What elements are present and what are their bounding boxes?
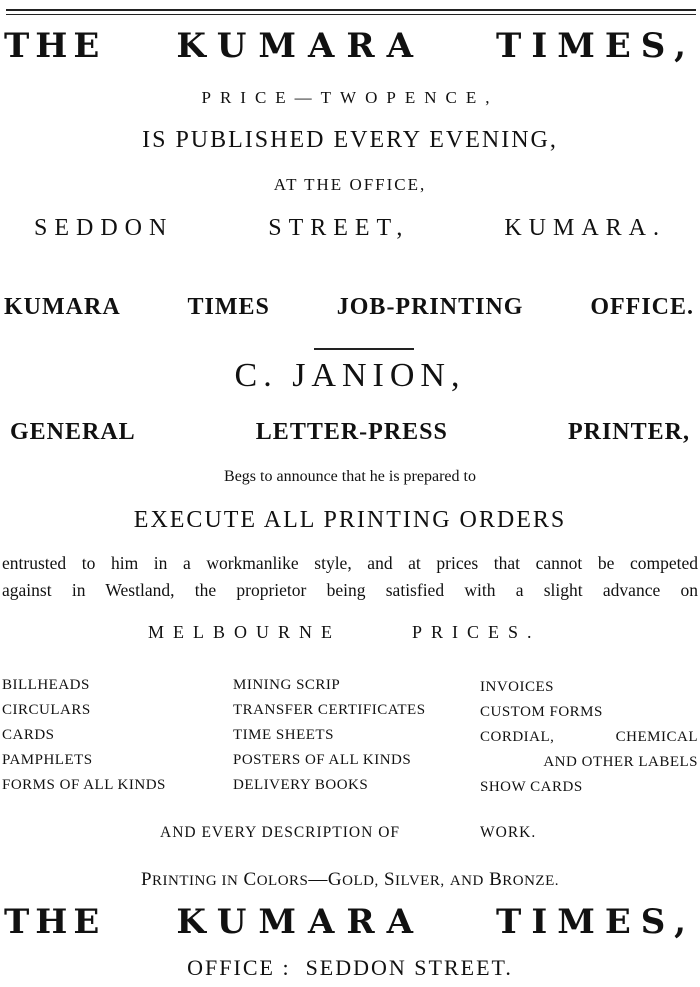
job-office-heading [0, 294, 700, 321]
colors-b: B [489, 869, 503, 890]
colors-p: P [140, 869, 153, 890]
short-rule [314, 348, 414, 350]
list-item: TRANSFER CERTIFICATES [233, 702, 426, 718]
footer-the: THE [4, 902, 106, 942]
list-item: DELIVERY BOOKS [233, 777, 369, 793]
melbourne-word: MELBOURNE [148, 622, 341, 642]
list-item: AND OTHER LABELS [543, 754, 698, 770]
trade-printer: PRINTER, [567, 419, 690, 445]
footer-times: TIMES, [496, 902, 696, 942]
street-street: STREET, [268, 215, 410, 241]
colors-olors: OLORS [256, 873, 309, 889]
body-line-2: against in Westland, the proprietor being satisfied with a slight advance on [2, 580, 698, 600]
footer-kumara: KUMARA [176, 902, 426, 942]
every-lead: AND EVERY DESCRIPTION OF [160, 824, 401, 841]
colors-g: G [327, 869, 343, 890]
list-item: PAMPHLETS [2, 752, 93, 768]
job-office: OFFICE. [590, 294, 694, 320]
body-line-1: entrusted to him in a workmanlike style, and at prices that cannot be competed [2, 553, 698, 573]
office-street-line: OFFICE : SEDDON STREET. [187, 955, 513, 980]
list-item: FORMS OF ALL KINDS [2, 777, 166, 793]
street-kumara: KUMARA. [504, 215, 666, 241]
colors-gold: OLD, [342, 873, 379, 889]
trade-heading [0, 419, 700, 446]
top-rule-thin [6, 14, 696, 15]
list-item: SHOW CARDS [480, 779, 583, 795]
announce-line: Begs to announce that he is prepared to [224, 468, 476, 485]
colors-s: S [383, 869, 396, 890]
street-line [0, 215, 700, 242]
published-line: IS PUBLISHED EVERY EVENING, [142, 127, 558, 153]
list-item: POSTERS OF ALL KINDS [233, 752, 412, 768]
list-item: CARDS [2, 727, 55, 743]
masthead-the: THE [4, 26, 106, 66]
colors-silver: ILVER, [395, 873, 445, 889]
footer-masthead [0, 902, 700, 942]
price-line: PRICE—TWOPENCE, [201, 88, 499, 107]
services-col-1 [2, 677, 166, 802]
every-tail: WORK. [480, 824, 537, 841]
trade-letterpress: LETTER-PRESS [255, 419, 448, 445]
execute-line: EXECUTE ALL PRINTING ORDERS [133, 507, 567, 533]
list-item: CIRCULARS [2, 702, 91, 718]
colors-printing-in: RINTING IN [152, 873, 239, 889]
colors-and: AND [449, 873, 484, 889]
job-printing: JOB-PRINTING [336, 294, 524, 320]
colors-dash: — [308, 869, 328, 890]
masthead-kumara: KUMARA [176, 26, 426, 66]
services-col-3 [480, 679, 698, 804]
at-office-line: AT THE OFFICE, [273, 175, 427, 194]
list-item: CORDIAL, CHEMICAL [480, 729, 698, 745]
job-kumara: KUMARA [4, 294, 121, 320]
job-times: TIMES [187, 294, 270, 320]
masthead [0, 26, 700, 66]
top-rule [6, 9, 696, 11]
proprietor-name: C. JANION, [234, 357, 466, 394]
list-item: CUSTOM FORMS [480, 704, 603, 720]
list-item: MINING SCRIP [233, 677, 341, 693]
services-col-2 [233, 677, 426, 802]
colors-line [0, 869, 700, 891]
list-item: INVOICES [480, 679, 554, 695]
list-item: BILLHEADS [2, 677, 90, 693]
masthead-times: TIMES, [496, 26, 696, 66]
list-item: TIME SHEETS [233, 727, 334, 743]
colors-bronze: RONZE. [502, 873, 560, 889]
trade-general: GENERAL [10, 419, 136, 445]
colors-c: C [243, 869, 257, 890]
street-seddon: SEDDON [34, 215, 174, 241]
prices-word: PRICES. [412, 622, 541, 642]
